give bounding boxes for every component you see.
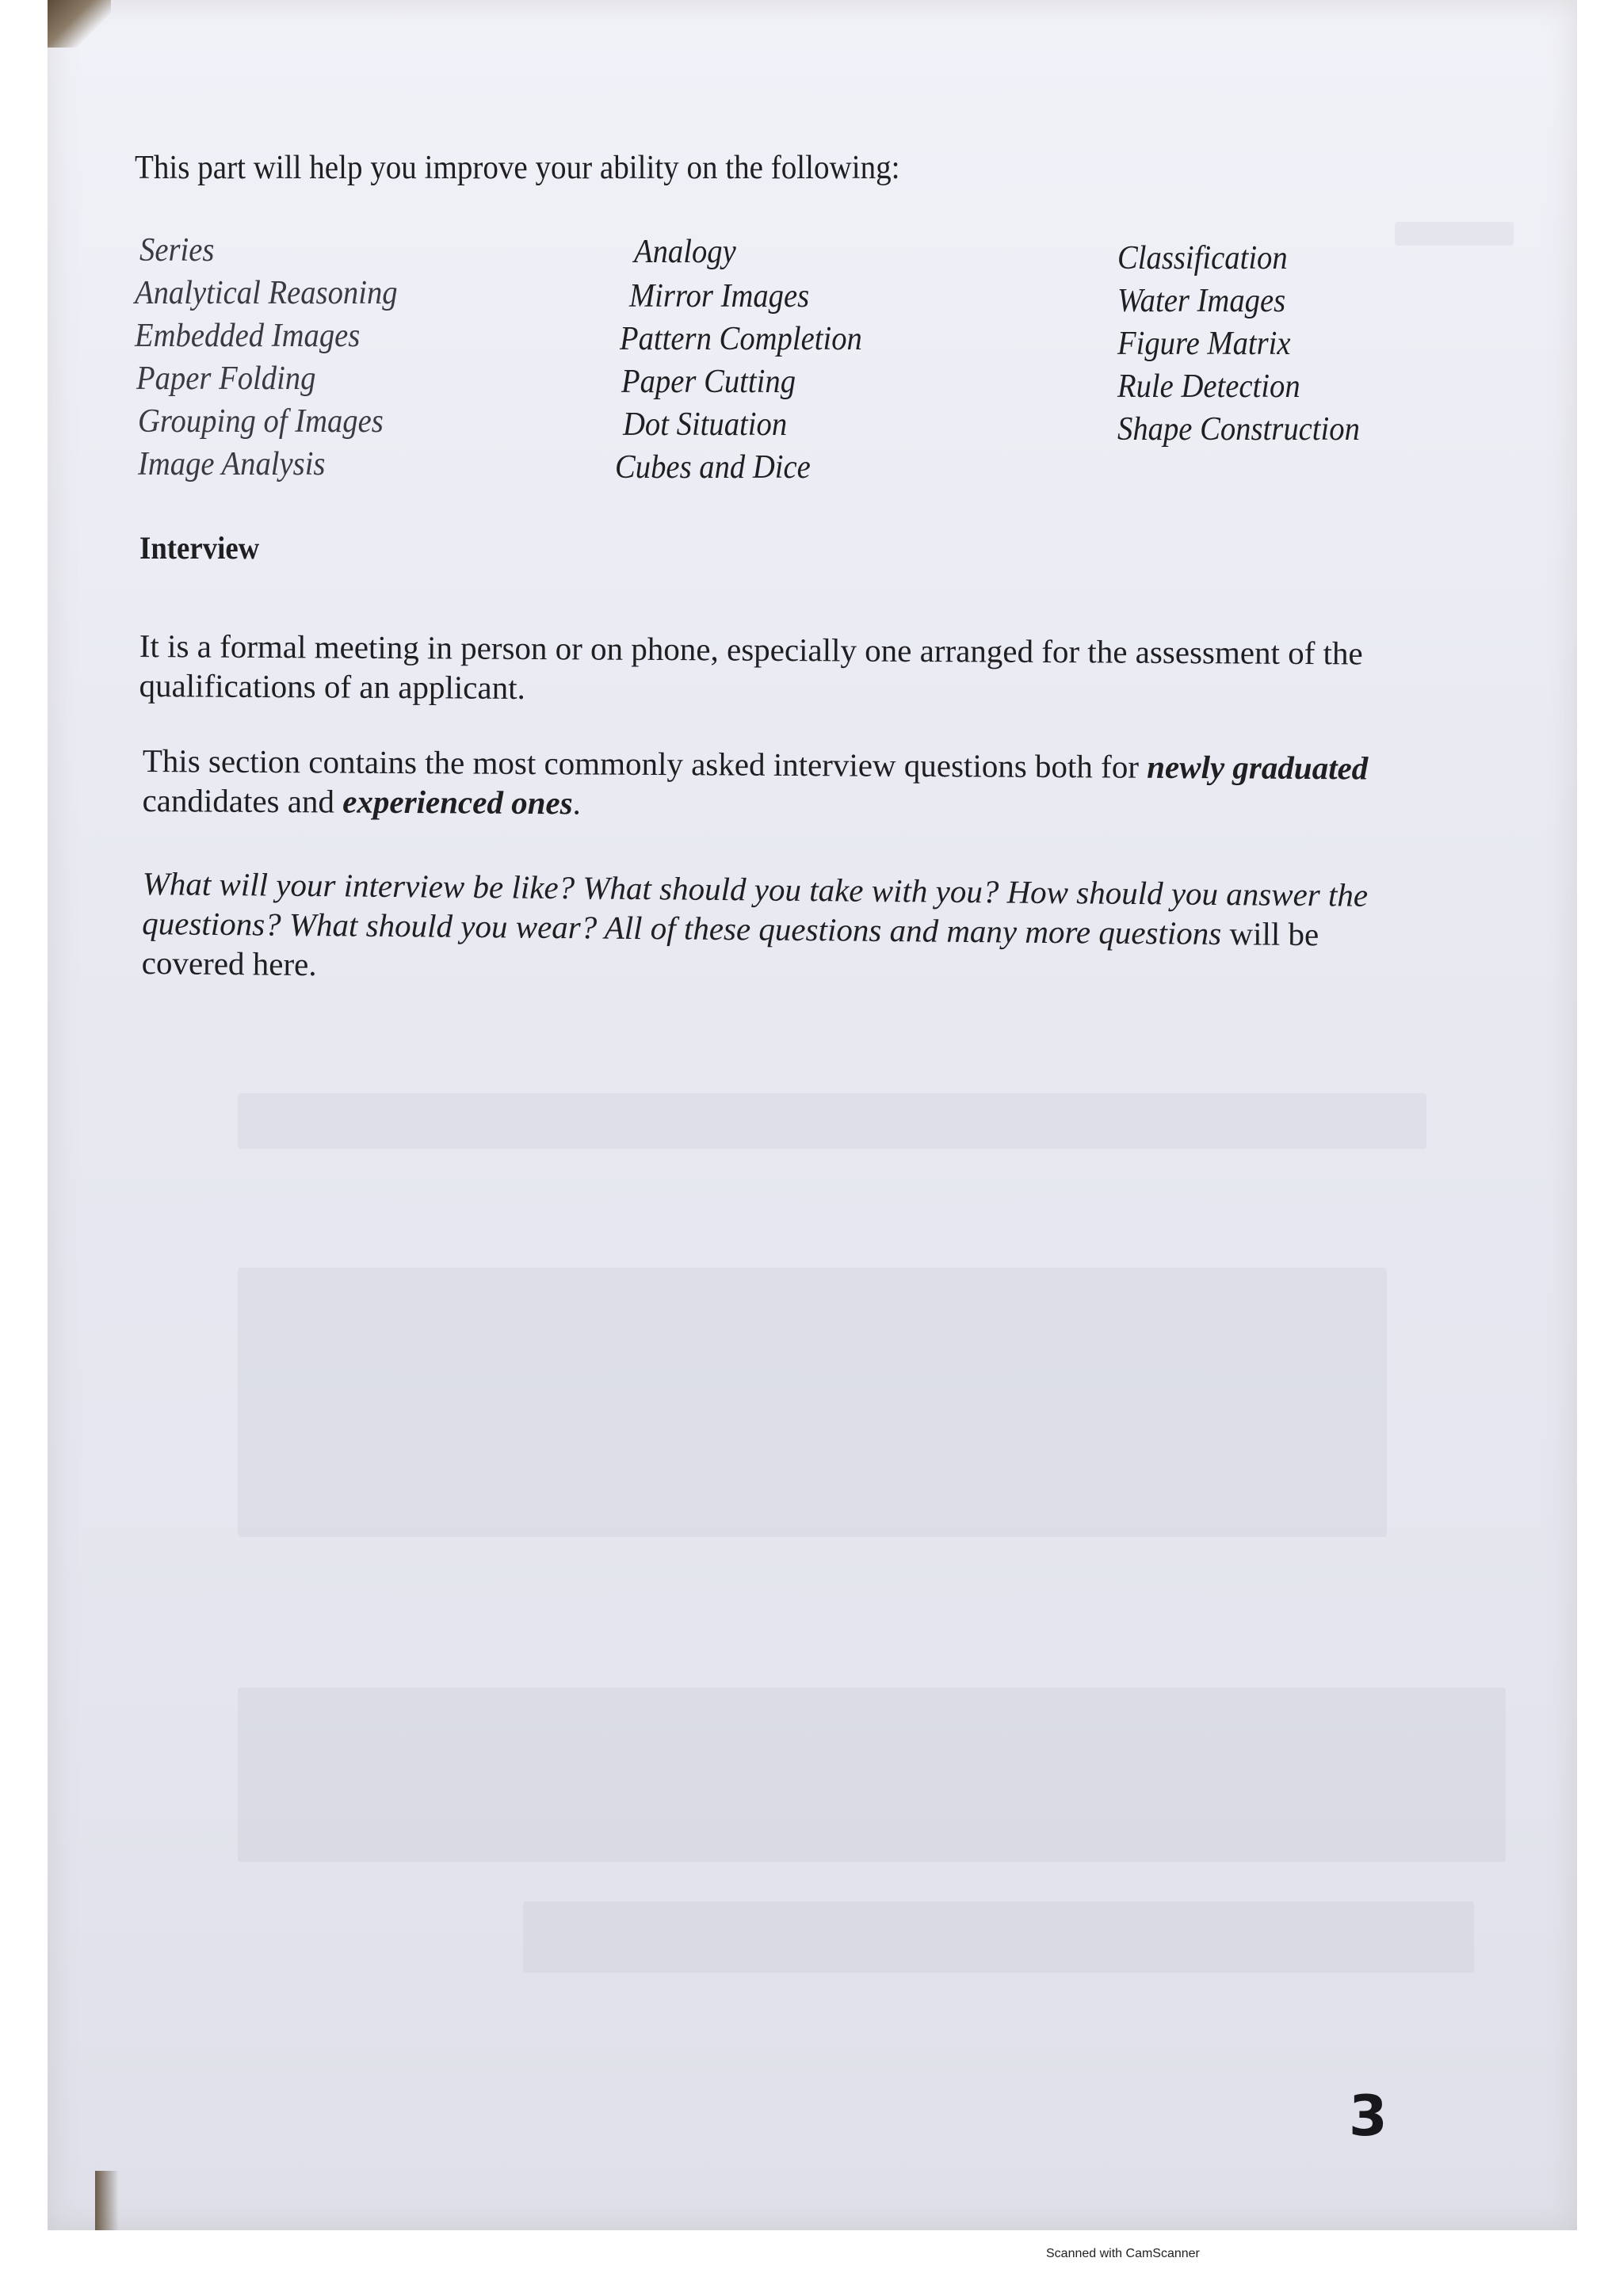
page-number: 3 (1349, 2084, 1388, 2149)
intro-line: This part will help you improve your ability on the following: (135, 150, 900, 186)
interview-questions-paragraph (142, 864, 1411, 994)
topic-item: Water Images (1117, 283, 1286, 319)
topic-item: Embedded Images (135, 318, 361, 354)
topic-item: Analytical Reasoning (135, 275, 398, 311)
questions-italic: What will your interview be like? What should you take with you? How should you answer the questions? What should you wear? All of these questions and many more questions (142, 864, 1369, 952)
section-heading: Interview (139, 530, 260, 566)
bleed-through (238, 1688, 1506, 1862)
topic-item: Paper Cutting (621, 364, 796, 400)
topic-item: Shape Construction (1117, 411, 1360, 448)
bleed-through (238, 1268, 1387, 1537)
para-text: candidates and (142, 781, 343, 820)
topic-item: Paper Folding (136, 360, 316, 397)
interview-section-description (142, 741, 1458, 828)
topic-item: Rule Detection (1117, 368, 1300, 405)
topic-item: Mirror Images (629, 278, 810, 315)
emphasis-newly-graduated: newly graduated (1147, 748, 1369, 787)
topic-item: Cubes and Dice (615, 449, 811, 486)
scanner-watermark: Scanned with CamScanner (1046, 2247, 1200, 2260)
topic-item: Figure Matrix (1117, 326, 1291, 362)
topic-item: Series (139, 232, 215, 269)
topic-item: Analogy (634, 234, 736, 270)
para-text: This section contains the most commonly asked interview questions both for (142, 742, 1148, 785)
topic-item: Pattern Completion (620, 321, 862, 357)
topic-item: Dot Situation (623, 406, 788, 443)
scan-margin (0, 0, 48, 2230)
emphasis-experienced: experienced ones (342, 783, 573, 822)
para-text: . (572, 784, 582, 822)
bleed-through (1395, 222, 1514, 246)
para-text: will be covered here. (141, 915, 1319, 983)
topic-item: Image Analysis (138, 446, 326, 482)
bleed-through (523, 1901, 1474, 1973)
page-edge-shadow (95, 2171, 119, 2230)
bleed-through (238, 1093, 1426, 1149)
topic-item: Classification (1117, 240, 1288, 277)
interview-definition: It is a formal meeting in person or on phone, especially one arranged for the assessment of the qualifications of an applicant. (139, 627, 1363, 706)
page-corner-shadow (48, 0, 111, 48)
topic-item: Grouping of Images (138, 403, 384, 440)
